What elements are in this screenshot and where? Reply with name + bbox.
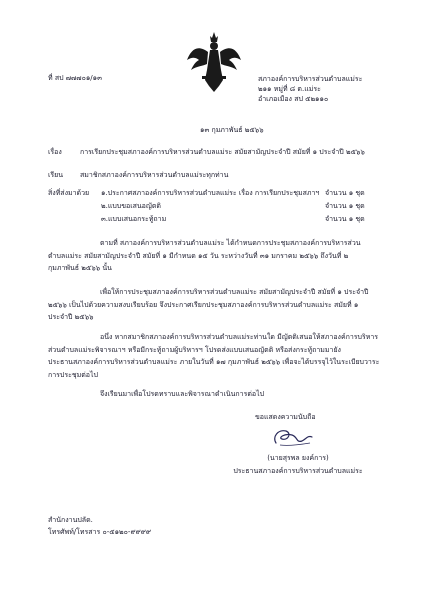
recipient-text: สมาชิกสภาองค์การบริหารส่วนตำบลแม่ระทุกท่าน <box>80 171 229 179</box>
office-footer <box>48 514 151 538</box>
paragraph-line: เพื่อให้การประชุมสภาองค์การบริหารส่วนตำบลแม่ระ สมัยสามัญประจำปี สมัยที่ ๑ ประจำปี <box>100 288 369 296</box>
attachment-quantity: จำนวน ๑ ชุด <box>325 189 365 197</box>
signer-title: ประธานสภาองค์การบริหารส่วนตำบลแม่ระ <box>233 467 363 475</box>
handwritten-signature <box>268 425 318 449</box>
reference-number: ที่ สป ๗๗๗๐๑/๑๓ <box>48 74 102 82</box>
paragraph-line: อนึ่ง หากสมาชิกสภาองค์การบริหารส่วนตำบลแม่ระท่านใด มีญัตติเสนอให้สภาองค์การบริหาร <box>100 333 379 341</box>
paragraph-line: กุมภาพันธ์ ๒๕๖๖ นั้น <box>48 264 112 272</box>
body-paragraph-1 <box>48 237 378 275</box>
letter-date: ๑๓ กุมภาพันธ์ ๒๕๖๖ <box>200 126 264 134</box>
paragraph-line: ส่วนตำบลแม่ระพิจารณาฯ หรือมีกระทู้ถามผู้บริหารฯ โปรดส่งแบบเสนอญัตติ หรือส่งกระทู้ถามมายัง <box>48 345 341 354</box>
signer-block <box>230 452 366 478</box>
signer-name: (นายสุรพล ยงค์การ) <box>267 454 329 462</box>
garuda-emblem <box>185 30 243 94</box>
address-line: อำเภอเมือง สป ๕๒๑๑๐ <box>258 95 329 103</box>
attachment-item: ๑.ประกาศสภาองค์การบริหารส่วนตำบลแม่ระ เรื่อง การเรียกประชุมสภาฯ <box>101 189 320 197</box>
office-name: สำนักงานปลัด. <box>48 516 93 524</box>
subject-label: เรื่อง <box>48 148 62 156</box>
signoff: ขอแสดงความนับถือ <box>255 413 316 421</box>
paragraph-line: ตำบลแม่ระ สมัยสามัญประจำปี สมัยที่ ๑ มีกำหนด ๑๕ วัน ระหว่างวันที่ ๓๑ มกราคม ๒๕๖๖ ถึงวันที่ ๒ <box>48 251 349 260</box>
closing-paragraph <box>48 388 378 401</box>
attachment-item: ๒.แบบขอเสนอญัตติ <box>101 202 161 210</box>
attachment-quantity: จำนวน ๑ ชุด <box>325 215 365 223</box>
paragraph-line: ตามที่ สภาองค์การบริหารส่วนตำบลแม่ระ ได้กำหนดการประชุมสภาองค์การบริหารส่วน <box>100 239 361 247</box>
paragraph-line: ๒๕๖๖ เป็นไปด้วยความสงบเรียบร้อย จึงประกาศเรียกประชุมสภาองค์การบริหารส่วนตำบลแม่ระ สมัยที่ ๑ <box>48 300 359 309</box>
attachment-item: ๓.แบบเสนอกระทู้ถาม <box>101 215 167 223</box>
paragraph-line: ประจำปี ๒๕๖๖ <box>48 313 94 321</box>
to-label: เรียน <box>48 171 64 179</box>
sender-address <box>258 74 362 104</box>
paragraph-line: การประชุมต่อไป <box>48 370 98 379</box>
phone-number: โทรศัพท์/โทรสาร ๐-๕๑๒๐-๙๙๙๙ <box>48 528 151 536</box>
address-line: ๒๑๑ หมู่ที่ ๘ ต.แม่ระ <box>258 85 321 93</box>
body-paragraph-3 <box>48 331 378 381</box>
address-line: สภาองค์การบริหารส่วนตำบลแม่ระ <box>258 75 363 83</box>
attachments-label: สิ่งที่ส่งมาด้วย <box>48 189 90 197</box>
paragraph-line: ประธานสภาองค์การบริหารส่วนตำบลแม่ระ ภายในวันที่ ๑๗ กุมภาพันธ์ ๒๕๖๖ เพื่อจะได้บรรจุไว้ในระเบียบวาระ <box>48 358 380 366</box>
closing-request: จึงเรียนมาเพื่อโปรดทราบและพิจารณาดำเนินการต่อไป <box>100 390 265 398</box>
subject-text: การเรียกประชุมสภาองค์การบริหารส่วนตำบลแม่ระ สมัยสามัญประจำปี สมัยที่ ๑ ประจำปี ๒๕๖๖ <box>80 148 365 156</box>
attachment-quantity: จำนวน ๑ ชุด <box>325 202 365 210</box>
body-paragraph-2 <box>48 286 378 324</box>
